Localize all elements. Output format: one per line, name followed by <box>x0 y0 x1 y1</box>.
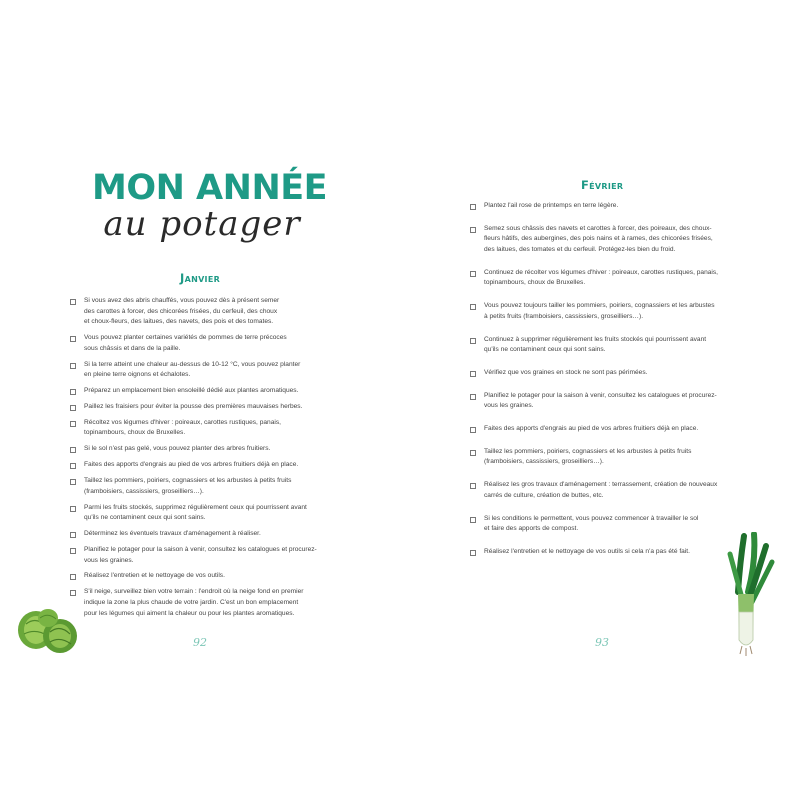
checkbox-icon <box>470 204 476 210</box>
task-text: Préparez un emplacement bien ensoleillé dédié aux plantes aromatiques. <box>84 387 299 395</box>
task-text: Taillez les pommiers, poiriers, cognassiers et les arbustes à petits fruits (framboisiers, cassissiers, groseilliers…). <box>84 477 292 495</box>
task-item <box>70 402 340 413</box>
task-text: Planifiez le potager pour la saison à venir, consultez les catalogues et procurez- vous les graines. <box>84 545 317 564</box>
task-text: Si le sol n'est pas gelé, vous pouvez planter des arbres fruitiers. <box>84 445 271 453</box>
task-item <box>70 296 340 328</box>
task-item <box>470 391 750 412</box>
brussels-sprouts-illustration <box>14 598 84 658</box>
checkbox-icon <box>70 590 76 596</box>
task-item <box>70 545 340 566</box>
task-item <box>470 335 750 356</box>
task-item <box>470 424 750 435</box>
task-item <box>470 447 750 468</box>
checkbox-icon <box>470 371 476 377</box>
checkbox-icon <box>470 550 476 556</box>
task-item <box>70 587 340 619</box>
task-text: Déterminez les éventuels travaux d'aménagement à réaliser. <box>84 530 261 538</box>
right-page <box>400 0 800 800</box>
page-number: 92 <box>193 636 207 649</box>
task-text: Réalisez les gros travaux d'aménagement : terrassement, création de nouveaux carrés de culture, création de buttes, etc. <box>484 481 718 499</box>
task-item <box>470 514 750 535</box>
leek-illustration <box>718 532 778 657</box>
task-text: Réalisez l'entretien et le nettoyage de vos outils si cela n'a pas été fait. <box>484 547 690 555</box>
task-list-fevrier <box>470 201 750 570</box>
task-text: Réalisez l'entretien et le nettoyage de vos outils. <box>84 572 225 580</box>
task-text: Récoltez vos légumes d'hiver : poireaux, carottes rustiques, panais, topinambours, choux de Bruxelles. <box>84 418 281 437</box>
task-text: Vous pouvez planter certaines variétés de pommes de terre précoces sous châssis et dans de la paille. <box>84 334 287 352</box>
task-item <box>470 268 750 289</box>
task-text: Semez sous châssis des navets et carottes à forcer, des poireaux, des choux- fleurs hâtifs, des aubergines, des pois nains et à rames, des chicorées frisées, des laitues, des tomates et du cerfeuil. Protégez-les bien du froid. <box>484 224 713 253</box>
checkbox-icon <box>70 421 76 427</box>
task-item <box>470 480 750 501</box>
book-subtitle: au potager <box>103 204 301 244</box>
task-item <box>70 503 340 524</box>
checkbox-icon <box>70 463 76 469</box>
checkbox-icon <box>70 479 76 485</box>
task-item <box>70 460 340 471</box>
checkbox-icon <box>70 405 76 411</box>
task-text: Plantez l'ail rose de printemps en terre légère. <box>484 202 619 209</box>
task-item <box>70 360 340 381</box>
task-item <box>470 368 750 379</box>
month-heading-janvier: Janvier <box>180 271 221 285</box>
checkbox-icon <box>470 338 476 344</box>
task-text: S'il neige, surveillez bien votre terrain : l'endroit où la neige fond en premier indique la zone la plus chaude de votre jardin. C'est un bon emplacement pour les légumes qui aiment la chaleur ou pour les plantes aromatiques. <box>84 588 304 617</box>
checkbox-icon <box>470 227 476 233</box>
checkbox-icon <box>70 574 76 580</box>
checkbox-icon <box>470 427 476 433</box>
month-heading-fevrier: Février <box>581 178 624 192</box>
page-number: 93 <box>595 636 609 649</box>
task-text: Paillez les fraisiers pour éviter la pousse des premières mauvaises herbes. <box>84 402 303 410</box>
task-text: Si les conditions le permettent, vous pouvez commencer à travailler le sol et faire des apports de compost. <box>484 514 699 533</box>
task-text: Continuez de récolter vos légumes d'hiver : poireaux, carottes rustiques, panais, topinambours, choux de Bruxelles. <box>484 268 718 287</box>
task-item <box>470 301 750 322</box>
checkbox-icon <box>70 548 76 554</box>
task-item <box>70 476 340 497</box>
checkbox-icon <box>70 447 76 453</box>
checkbox-icon <box>470 304 476 310</box>
task-item <box>70 529 340 540</box>
task-text: Planifiez le potager pour la saison à venir, consultez les catalogues et procurez- vous les graines. <box>484 391 717 410</box>
checkbox-icon <box>70 532 76 538</box>
checkbox-icon <box>470 483 476 489</box>
task-list-janvier <box>70 296 340 624</box>
task-text: Faites des apports d'engrais au pied de vos arbres fruitiers déjà en place. <box>484 425 699 433</box>
checkbox-icon <box>70 336 76 342</box>
book-title: MON ANNÉE <box>92 168 328 208</box>
checkbox-icon <box>70 299 76 305</box>
task-item <box>70 571 340 582</box>
checkbox-icon <box>70 389 76 395</box>
checkbox-icon <box>70 363 76 369</box>
checkbox-icon <box>470 271 476 277</box>
task-item <box>70 386 340 397</box>
task-text: Vérifiez que vos graines en stock ne sont pas périmées. <box>484 368 648 376</box>
task-text: Si vous avez des abris chauffés, vous pouvez dès à présent semer des carottes à forcer, des chicorées frisées, du cerfeuil, des choux et choux-fleurs, des laitues, des navets, des pois et des tomates. <box>84 297 280 326</box>
task-text: Parmi les fruits stockés, supprimez régulièrement ceux qui pourrissent avant qu'ils ne contaminent ceux qui sont sains. <box>84 503 307 522</box>
task-text: Continuez à supprimer régulièrement les fruits stockés qui pourrissent avant qu'ils ne contaminent ceux qui sont sains. <box>484 335 707 354</box>
checkbox-icon <box>470 450 476 456</box>
task-text: Vous pouvez toujours tailler les pommiers, poiriers, cognassiers et les arbustes à petits fruits (framboisiers, cassissiers, groseilliers…). <box>484 302 715 320</box>
task-text: Si la terre atteint une chaleur au-dessus de 10-12 °C, vous pouvez planter en pleine terre oignons et échalotes. <box>84 360 301 379</box>
task-item <box>470 547 750 558</box>
task-item <box>70 418 340 439</box>
checkbox-icon <box>470 394 476 400</box>
task-text: Taillez les pommiers, poiriers, cognassiers et les arbustes à petits fruits (framboisiers, cassissiers, groseilliers…). <box>484 447 692 466</box>
task-item <box>470 224 750 256</box>
task-item <box>470 201 750 212</box>
checkbox-icon <box>70 506 76 512</box>
task-item <box>70 333 340 354</box>
task-item <box>70 444 340 455</box>
checkbox-icon <box>470 517 476 523</box>
task-text: Faites des apports d'engrais au pied de vos arbres fruitiers déjà en place. <box>84 461 299 469</box>
